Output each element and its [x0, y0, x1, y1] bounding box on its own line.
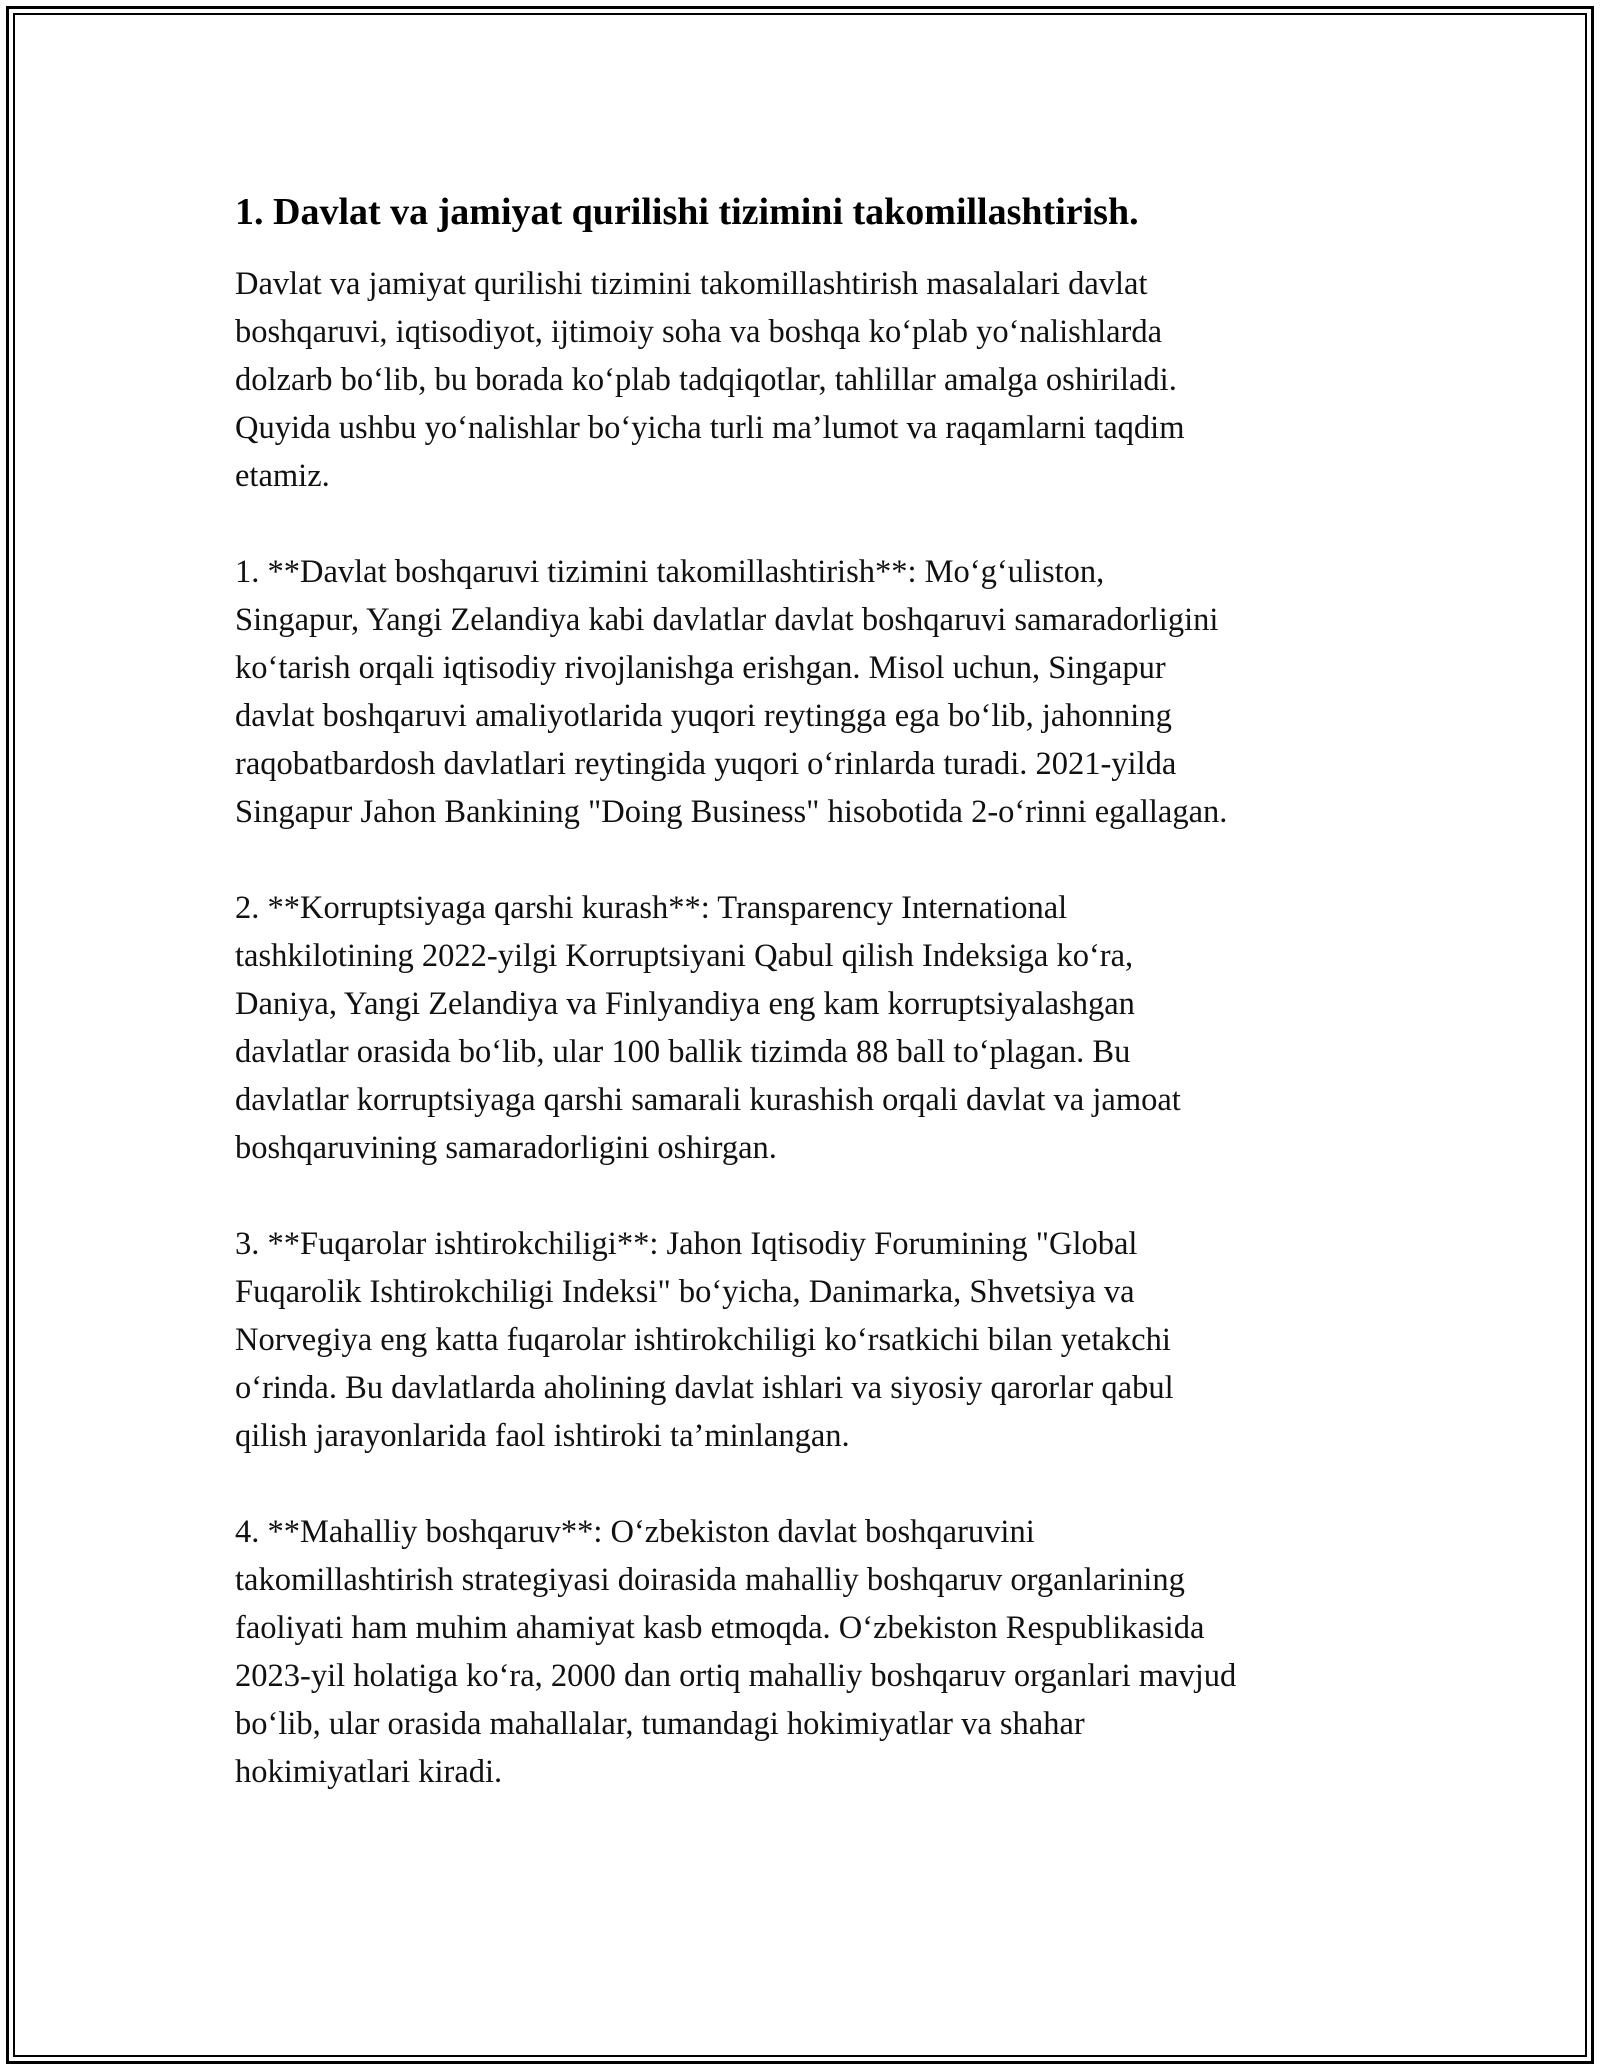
- paragraph-line: hokimiyatlari kiradi.: [235, 1754, 503, 1790]
- paragraph-list: [235, 260, 1415, 1796]
- paragraph-line: Singapur Jahon Bankining "Doing Business" hisobotida 2-o‘rinni egallagan.: [235, 794, 1228, 830]
- paragraph-line: etamiz.: [235, 458, 330, 494]
- paragraph-line: qilish jarayonlarida faol ishtiroki ta’minlangan.: [235, 1418, 850, 1454]
- paragraph-line: tashkilotining 2022-yilgi Korruptsiyani Qabul qilish Indeksiga ko‘ra,: [235, 938, 1134, 974]
- paragraph-line: 2. **Korruptsiyaga qarshi kurash**: Transparency International: [235, 890, 1068, 926]
- paragraph-line: boshqaruvining samaradorligini oshirgan.: [235, 1130, 777, 1166]
- numbered-paragraph-2: [235, 884, 1415, 1172]
- numbered-paragraph-4: [235, 1508, 1415, 1796]
- paragraph-line: Norvegiya eng katta fuqarolar ishtirokchiligi ko‘rsatkichi bilan yetakchi: [235, 1322, 1171, 1358]
- intro-paragraph: [235, 260, 1415, 500]
- paragraph-line: takomillashtirish strategiyasi doirasida mahalliy boshqaruv organlarining: [235, 1562, 1185, 1598]
- paragraph-line: 4. **Mahalliy boshqaruv**: O‘zbekiston davlat boshqaruvini: [235, 1514, 1035, 1550]
- paragraph-line: raqobatbardosh davlatlari reytingida yuqori o‘rinlarda turadi. 2021-yilda: [235, 746, 1177, 782]
- paragraph-line: davlat boshqaruvi amaliyotlarida yuqori reytingga ega bo‘lib, jahonning: [235, 698, 1172, 734]
- paragraph-line: boshqaruvi, iqtisodiyot, ijtimoiy soha va boshqa ko‘plab yo‘nalishlarda: [235, 314, 1163, 350]
- paragraph-line: Davlat va jamiyat qurilishi tizimini takomillashtirish masalalari davlat: [235, 266, 1148, 302]
- paragraph-line: davlatlar orasida bo‘lib, ular 100 ballik tizimda 88 ball to‘plagan. Bu: [235, 1034, 1131, 1070]
- paragraph-line: ko‘tarish orqali iqtisodiy rivojlanishga erishgan. Misol uchun, Singapur: [235, 650, 1166, 686]
- document-body: [235, 188, 1415, 1844]
- paragraph-line: Daniya, Yangi Zelandiya va Finlyandiya eng kam korruptsiyalashgan: [235, 986, 1135, 1022]
- paragraph-line: 3. **Fuqarolar ishtirokchiligi**: Jahon Iqtisodiy Forumining "Global: [235, 1226, 1138, 1262]
- paragraph-line: Quyida ushbu yo‘nalishlar bo‘yicha turli ma’lumot va raqamlarni taqdim: [235, 410, 1185, 446]
- document-title: 1. Davlat va jamiyat qurilishi tizimini takomillashtirish.: [235, 191, 1139, 233]
- paragraph-line: faoliyati ham muhim ahamiyat kasb etmoqda. O‘zbekiston Respublikasida: [235, 1610, 1205, 1646]
- paragraph-line: 2023-yil holatiga ko‘ra, 2000 dan ortiq mahalliy boshqaruv organlari mavjud: [235, 1658, 1237, 1694]
- numbered-paragraph-1: [235, 548, 1415, 836]
- paragraph-line: 1. **Davlat boshqaruvi tizimini takomillashtirish**: Mo‘g‘uliston,: [235, 554, 1105, 590]
- paragraph-line: Fuqarolik Ishtirokchiligi Indeksi" bo‘yicha, Danimarka, Shvetsiya va: [235, 1274, 1135, 1310]
- paragraph-line: davlatlar korruptsiyaga qarshi samarali kurashish orqali davlat va jamoat: [235, 1082, 1181, 1118]
- paragraph-line: dolzarb bo‘lib, bu borada ko‘plab tadqiqotlar, tahlillar amalga oshiriladi.: [235, 362, 1177, 398]
- paragraph-line: bo‘lib, ular orasida mahallalar, tumandagi hokimiyatlar va shahar: [235, 1706, 1085, 1742]
- paragraph-line: Singapur, Yangi Zelandiya kabi davlatlar davlat boshqaruvi samaradorligini: [235, 602, 1219, 638]
- paragraph-line: o‘rinda. Bu davlatlarda aholining davlat ishlari va siyosiy qarorlar qabul: [235, 1370, 1174, 1406]
- numbered-paragraph-3: [235, 1220, 1415, 1460]
